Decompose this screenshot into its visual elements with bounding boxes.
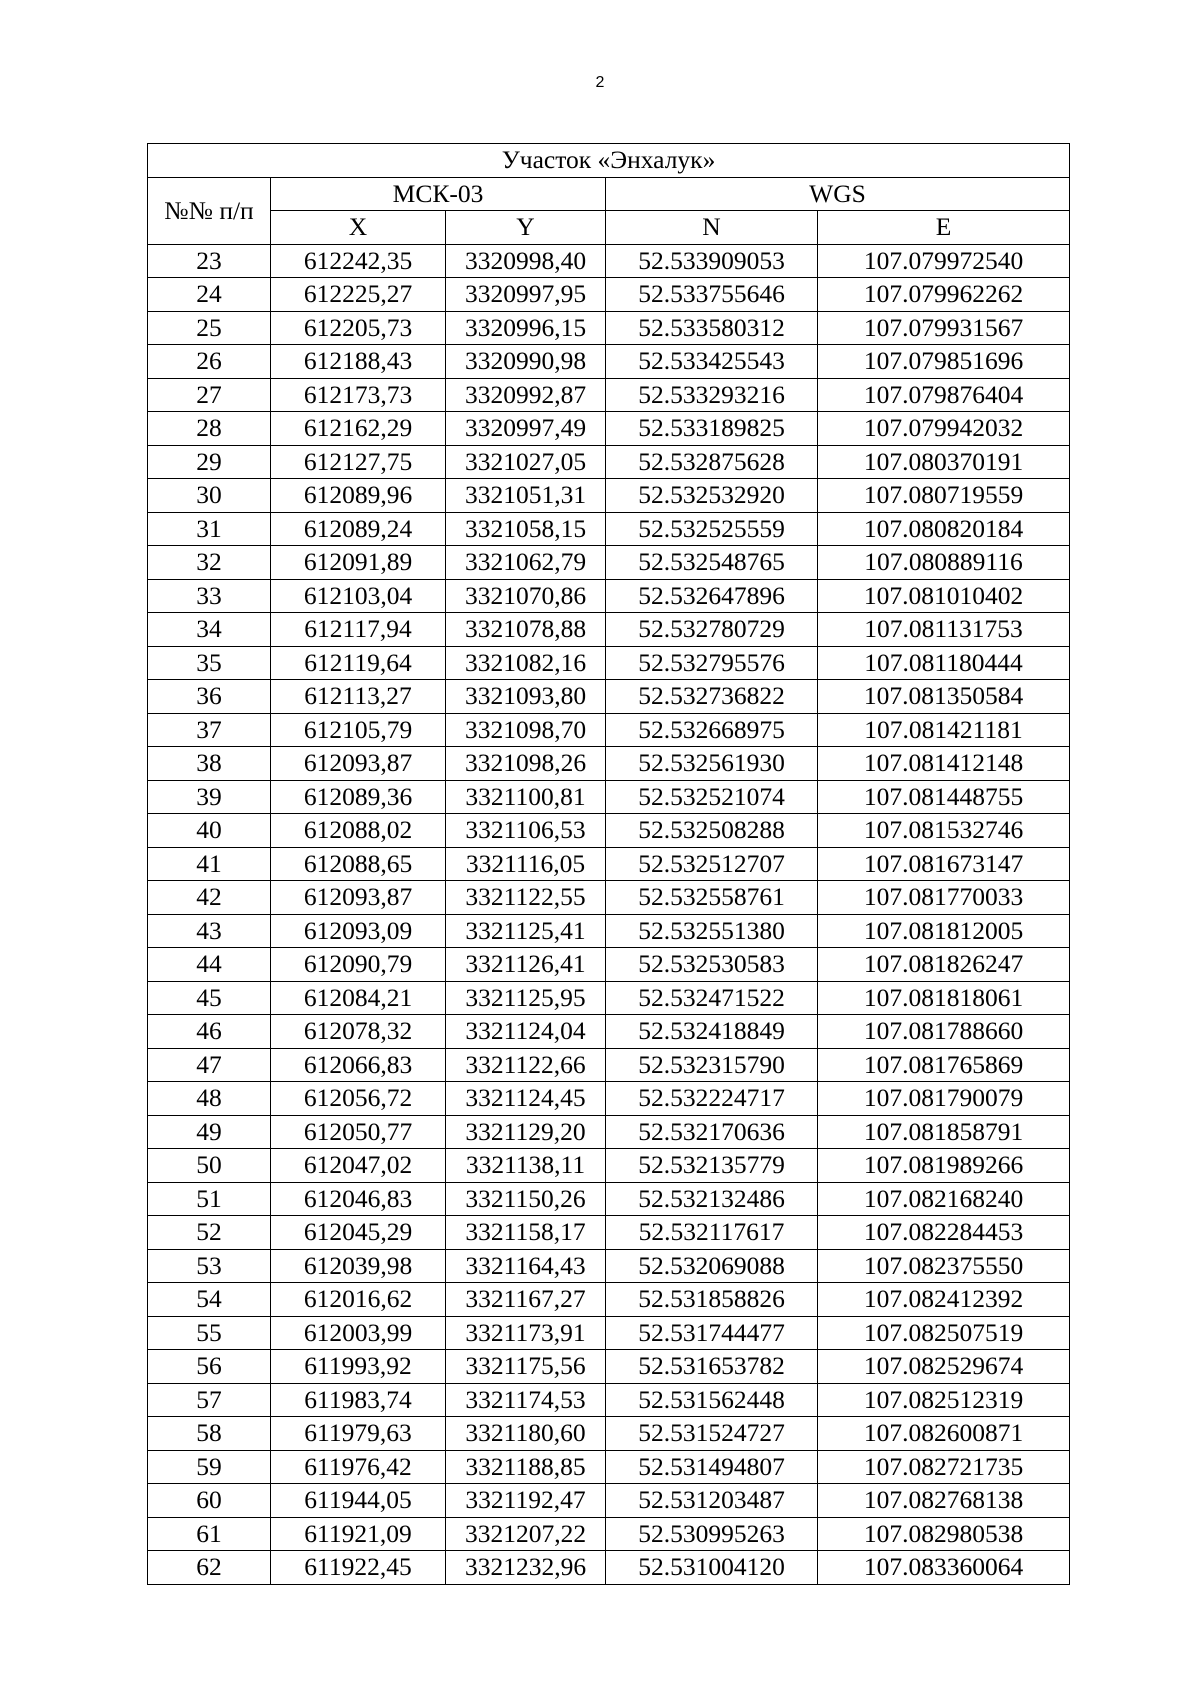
n-cell: 52.532558761 — [606, 881, 818, 915]
table-row — [148, 747, 1070, 781]
y-cell: 3321116,05 — [446, 847, 606, 881]
n-cell: 52.532069088 — [606, 1249, 818, 1283]
y-cell: 3321207,22 — [446, 1517, 606, 1551]
n-cell: 52.532315790 — [606, 1048, 818, 1082]
x-cell: 611944,05 — [271, 1484, 446, 1518]
x-cell: 612117,94 — [271, 613, 446, 647]
n-cell: 52.532736822 — [606, 680, 818, 714]
point-number-cell: 42 — [148, 881, 271, 915]
e-cell: 107.081448755 — [818, 780, 1070, 814]
y-cell: 3321232,96 — [446, 1551, 606, 1585]
e-cell: 107.081790079 — [818, 1082, 1070, 1116]
n-cell: 52.532875628 — [606, 445, 818, 479]
x-cell: 612242,35 — [271, 244, 446, 278]
e-cell: 107.081989266 — [818, 1149, 1070, 1183]
point-number-cell: 45 — [148, 981, 271, 1015]
n-cell: 52.530995263 — [606, 1517, 818, 1551]
point-number-cell: 52 — [148, 1216, 271, 1250]
group-msk-header: МСК-03 — [271, 177, 606, 211]
table-row — [148, 948, 1070, 982]
table-row — [148, 1015, 1070, 1049]
x-cell: 612127,75 — [271, 445, 446, 479]
y-cell: 3320996,15 — [446, 311, 606, 345]
y-cell: 3321093,80 — [446, 680, 606, 714]
e-cell: 107.082980538 — [818, 1517, 1070, 1551]
e-cell: 107.079972540 — [818, 244, 1070, 278]
e-cell: 107.081858791 — [818, 1115, 1070, 1149]
x-cell: 611976,42 — [271, 1450, 446, 1484]
point-number-cell: 26 — [148, 345, 271, 379]
table-row — [148, 479, 1070, 513]
table-row — [148, 1149, 1070, 1183]
x-cell: 612093,87 — [271, 747, 446, 781]
y-cell: 3321125,41 — [446, 914, 606, 948]
table-row — [148, 680, 1070, 714]
e-cell: 107.081180444 — [818, 646, 1070, 680]
point-number-cell: 30 — [148, 479, 271, 513]
n-cell: 52.532512707 — [606, 847, 818, 881]
y-cell: 3321129,20 — [446, 1115, 606, 1149]
x-cell: 612105,79 — [271, 713, 446, 747]
e-cell: 107.079851696 — [818, 345, 1070, 379]
table-body — [148, 244, 1070, 1584]
y-cell: 3321125,95 — [446, 981, 606, 1015]
point-number-cell: 47 — [148, 1048, 271, 1082]
x-cell: 612046,83 — [271, 1182, 446, 1216]
point-number-cell: 27 — [148, 378, 271, 412]
e-cell: 107.081812005 — [818, 914, 1070, 948]
n-cell: 52.531858826 — [606, 1283, 818, 1317]
table-row — [148, 1350, 1070, 1384]
e-cell: 107.082721735 — [818, 1450, 1070, 1484]
y-cell: 3321158,17 — [446, 1216, 606, 1250]
y-cell: 3321100,81 — [446, 780, 606, 814]
y-cell: 3320990,98 — [446, 345, 606, 379]
page-number: 2 — [595, 74, 605, 91]
x-cell: 612056,72 — [271, 1082, 446, 1116]
col-e-header: E — [818, 211, 1070, 245]
x-cell: 612162,29 — [271, 412, 446, 446]
e-cell: 107.082284453 — [818, 1216, 1070, 1250]
y-cell: 3321174,53 — [446, 1383, 606, 1417]
y-cell: 3321138,11 — [446, 1149, 606, 1183]
e-cell: 107.081765869 — [818, 1048, 1070, 1082]
n-cell: 52.532135779 — [606, 1149, 818, 1183]
n-cell: 52.533425543 — [606, 345, 818, 379]
e-cell: 107.080719559 — [818, 479, 1070, 513]
table-row — [148, 1316, 1070, 1350]
table-row — [148, 1082, 1070, 1116]
point-number-cell: 61 — [148, 1517, 271, 1551]
y-cell: 3321106,53 — [446, 814, 606, 848]
point-number-cell: 58 — [148, 1417, 271, 1451]
table-row — [148, 1115, 1070, 1149]
x-cell: 612091,89 — [271, 546, 446, 580]
x-cell: 612093,09 — [271, 914, 446, 948]
e-cell: 107.082529674 — [818, 1350, 1070, 1384]
n-cell: 52.532530583 — [606, 948, 818, 982]
y-cell: 3321164,43 — [446, 1249, 606, 1283]
e-cell: 107.079962262 — [818, 278, 1070, 312]
y-cell: 3321175,56 — [446, 1350, 606, 1384]
point-number-cell: 34 — [148, 613, 271, 647]
col-x-header: X — [271, 211, 446, 245]
point-number-cell: 23 — [148, 244, 271, 278]
point-number-cell: 51 — [148, 1182, 271, 1216]
x-cell: 612084,21 — [271, 981, 446, 1015]
y-cell: 3321192,47 — [446, 1484, 606, 1518]
y-cell: 3321180,60 — [446, 1417, 606, 1451]
point-number-cell: 29 — [148, 445, 271, 479]
n-cell: 52.533189825 — [606, 412, 818, 446]
n-cell: 52.532132486 — [606, 1182, 818, 1216]
point-number-cell: 31 — [148, 512, 271, 546]
n-cell: 52.532117617 — [606, 1216, 818, 1250]
y-cell: 3320998,40 — [446, 244, 606, 278]
point-number-cell: 32 — [148, 546, 271, 580]
e-cell: 107.081131753 — [818, 613, 1070, 647]
point-number-cell: 55 — [148, 1316, 271, 1350]
point-number-cell: 59 — [148, 1450, 271, 1484]
n-cell: 52.532668975 — [606, 713, 818, 747]
y-cell: 3321124,45 — [446, 1082, 606, 1116]
point-number-cell: 35 — [148, 646, 271, 680]
y-cell: 3321078,88 — [446, 613, 606, 647]
table-row — [148, 311, 1070, 345]
x-cell: 611922,45 — [271, 1551, 446, 1585]
table-row — [148, 512, 1070, 546]
y-cell: 3320992,87 — [446, 378, 606, 412]
e-cell: 107.081818061 — [818, 981, 1070, 1015]
e-cell: 107.081788660 — [818, 1015, 1070, 1049]
y-cell: 3321167,27 — [446, 1283, 606, 1317]
table-row — [148, 445, 1070, 479]
n-cell: 52.532561930 — [606, 747, 818, 781]
n-cell: 52.532224717 — [606, 1082, 818, 1116]
n-cell: 52.532508288 — [606, 814, 818, 848]
n-cell: 52.532551380 — [606, 914, 818, 948]
point-number-cell: 33 — [148, 579, 271, 613]
n-cell: 52.532795576 — [606, 646, 818, 680]
col-y-header: Y — [446, 211, 606, 245]
group-wgs-header: WGS — [606, 177, 1070, 211]
table-row — [148, 579, 1070, 613]
n-cell: 52.532647896 — [606, 579, 818, 613]
y-cell: 3321058,15 — [446, 512, 606, 546]
table-row — [148, 613, 1070, 647]
point-number-cell: 40 — [148, 814, 271, 848]
table-row — [148, 1283, 1070, 1317]
e-cell: 107.081412148 — [818, 747, 1070, 781]
y-cell: 3321027,05 — [446, 445, 606, 479]
y-cell: 3321173,91 — [446, 1316, 606, 1350]
x-cell: 612078,32 — [271, 1015, 446, 1049]
table-row — [148, 780, 1070, 814]
e-cell: 107.080370191 — [818, 445, 1070, 479]
point-number-cell: 54 — [148, 1283, 271, 1317]
table-row — [148, 1417, 1070, 1451]
e-cell: 107.082768138 — [818, 1484, 1070, 1518]
n-cell: 52.531524727 — [606, 1417, 818, 1451]
x-cell: 612050,77 — [271, 1115, 446, 1149]
x-cell: 612188,43 — [271, 345, 446, 379]
table-row — [148, 713, 1070, 747]
e-cell: 107.082512319 — [818, 1383, 1070, 1417]
table-row — [148, 914, 1070, 948]
x-cell: 611993,92 — [271, 1350, 446, 1384]
coordinates-table — [147, 143, 1070, 1585]
point-number-cell: 41 — [148, 847, 271, 881]
e-cell: 107.079876404 — [818, 378, 1070, 412]
n-cell: 52.531562448 — [606, 1383, 818, 1417]
point-number-cell: 56 — [148, 1350, 271, 1384]
x-cell: 612003,99 — [271, 1316, 446, 1350]
x-cell: 612047,02 — [271, 1149, 446, 1183]
n-cell: 52.532525559 — [606, 512, 818, 546]
point-number-cell: 49 — [148, 1115, 271, 1149]
e-cell: 107.081532746 — [818, 814, 1070, 848]
table-row — [148, 1249, 1070, 1283]
x-cell: 612093,87 — [271, 881, 446, 915]
table-title: Участок «Энхалук» — [148, 144, 1070, 178]
e-cell: 107.081770033 — [818, 881, 1070, 915]
table-row — [148, 1517, 1070, 1551]
x-cell: 612066,83 — [271, 1048, 446, 1082]
table-row — [148, 1551, 1070, 1585]
table-row — [148, 1484, 1070, 1518]
x-cell: 611921,09 — [271, 1517, 446, 1551]
e-cell: 107.082507519 — [818, 1316, 1070, 1350]
n-cell: 52.532532920 — [606, 479, 818, 513]
point-number-cell: 60 — [148, 1484, 271, 1518]
col-n-header: N — [606, 211, 818, 245]
table-row — [148, 412, 1070, 446]
x-cell: 612089,24 — [271, 512, 446, 546]
point-number-cell: 28 — [148, 412, 271, 446]
x-cell: 612205,73 — [271, 311, 446, 345]
y-cell: 3321124,04 — [446, 1015, 606, 1049]
table-row — [148, 1048, 1070, 1082]
n-cell: 52.531004120 — [606, 1551, 818, 1585]
y-cell: 3321098,26 — [446, 747, 606, 781]
point-number-cell: 43 — [148, 914, 271, 948]
e-cell: 107.081826247 — [818, 948, 1070, 982]
e-cell: 107.082600871 — [818, 1417, 1070, 1451]
n-cell: 52.532780729 — [606, 613, 818, 647]
x-cell: 612088,65 — [271, 847, 446, 881]
point-number-cell: 37 — [148, 713, 271, 747]
table-row — [148, 1182, 1070, 1216]
n-cell: 52.531744477 — [606, 1316, 818, 1350]
e-cell: 107.080889116 — [818, 546, 1070, 580]
y-cell: 3321062,79 — [446, 546, 606, 580]
y-cell: 3321082,16 — [446, 646, 606, 680]
x-cell: 612089,96 — [271, 479, 446, 513]
n-cell: 52.532548765 — [606, 546, 818, 580]
e-cell: 107.081421181 — [818, 713, 1070, 747]
y-cell: 3320997,95 — [446, 278, 606, 312]
e-cell: 107.082168240 — [818, 1182, 1070, 1216]
point-number-cell: 46 — [148, 1015, 271, 1049]
y-cell: 3321126,41 — [446, 948, 606, 982]
n-cell: 52.532418849 — [606, 1015, 818, 1049]
x-cell: 612088,02 — [271, 814, 446, 848]
x-cell: 612045,29 — [271, 1216, 446, 1250]
point-number-cell: 57 — [148, 1383, 271, 1417]
table-row — [148, 814, 1070, 848]
point-number-cell: 62 — [148, 1551, 271, 1585]
table-row — [148, 278, 1070, 312]
col-number-header: №№ п/п — [148, 177, 271, 244]
y-cell: 3321188,85 — [446, 1450, 606, 1484]
table-row — [148, 345, 1070, 379]
y-cell: 3320997,49 — [446, 412, 606, 446]
e-cell: 107.083360064 — [818, 1551, 1070, 1585]
x-cell: 612089,36 — [271, 780, 446, 814]
n-cell: 52.533909053 — [606, 244, 818, 278]
y-cell: 3321150,26 — [446, 1182, 606, 1216]
n-cell: 52.532170636 — [606, 1115, 818, 1149]
x-cell: 611983,74 — [271, 1383, 446, 1417]
e-cell: 107.080820184 — [818, 512, 1070, 546]
table-row — [148, 1450, 1070, 1484]
point-number-cell: 36 — [148, 680, 271, 714]
n-cell: 52.533293216 — [606, 378, 818, 412]
n-cell: 52.531203487 — [606, 1484, 818, 1518]
x-cell: 611979,63 — [271, 1417, 446, 1451]
point-number-cell: 25 — [148, 311, 271, 345]
n-cell: 52.533580312 — [606, 311, 818, 345]
y-cell: 3321051,31 — [446, 479, 606, 513]
x-cell: 612103,04 — [271, 579, 446, 613]
e-cell: 107.079942032 — [818, 412, 1070, 446]
table-row — [148, 881, 1070, 915]
point-number-cell: 24 — [148, 278, 271, 312]
e-cell: 107.082412392 — [818, 1283, 1070, 1317]
n-cell: 52.531494807 — [606, 1450, 818, 1484]
y-cell: 3321122,55 — [446, 881, 606, 915]
n-cell: 52.532521074 — [606, 780, 818, 814]
n-cell: 52.533755646 — [606, 278, 818, 312]
y-cell: 3321070,86 — [446, 579, 606, 613]
x-cell: 612016,62 — [271, 1283, 446, 1317]
table-row — [148, 981, 1070, 1015]
point-number-cell: 48 — [148, 1082, 271, 1116]
table-row — [148, 1216, 1070, 1250]
table-row — [148, 378, 1070, 412]
table-row — [148, 546, 1070, 580]
table-row — [148, 244, 1070, 278]
e-cell: 107.081010402 — [818, 579, 1070, 613]
point-number-cell: 38 — [148, 747, 271, 781]
x-cell: 612113,27 — [271, 680, 446, 714]
table-row — [148, 646, 1070, 680]
point-number-cell: 50 — [148, 1149, 271, 1183]
table-row — [148, 1383, 1070, 1417]
y-cell: 3321098,70 — [446, 713, 606, 747]
x-cell: 612090,79 — [271, 948, 446, 982]
e-cell: 107.079931567 — [818, 311, 1070, 345]
x-cell: 612039,98 — [271, 1249, 446, 1283]
n-cell: 52.532471522 — [606, 981, 818, 1015]
e-cell: 107.082375550 — [818, 1249, 1070, 1283]
x-cell: 612119,64 — [271, 646, 446, 680]
x-cell: 612173,73 — [271, 378, 446, 412]
point-number-cell: 39 — [148, 780, 271, 814]
table-row — [148, 847, 1070, 881]
n-cell: 52.531653782 — [606, 1350, 818, 1384]
e-cell: 107.081350584 — [818, 680, 1070, 714]
point-number-cell: 44 — [148, 948, 271, 982]
e-cell: 107.081673147 — [818, 847, 1070, 881]
y-cell: 3321122,66 — [446, 1048, 606, 1082]
x-cell: 612225,27 — [271, 278, 446, 312]
point-number-cell: 53 — [148, 1249, 271, 1283]
